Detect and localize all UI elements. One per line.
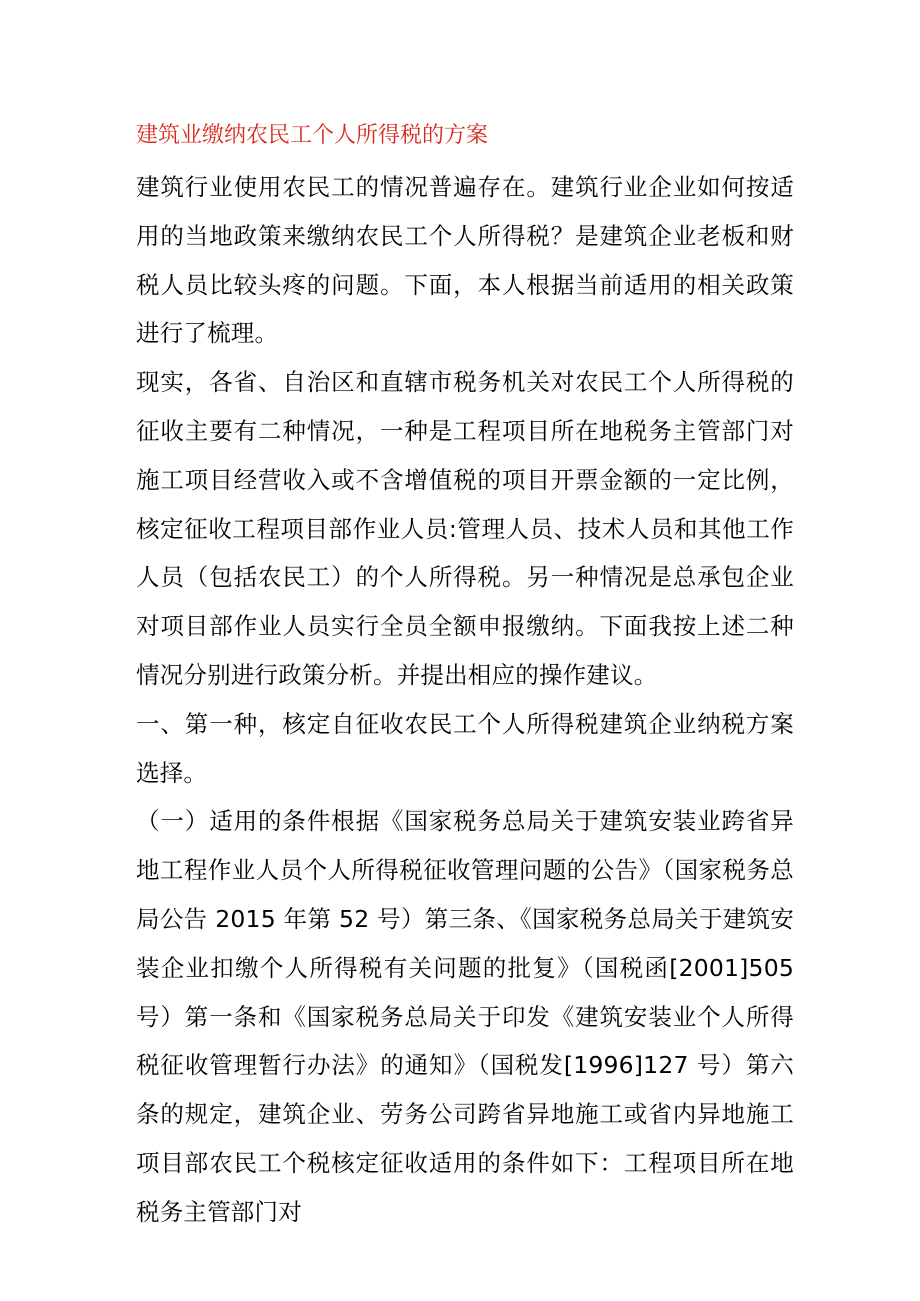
paragraph-situation: 现实，各省、自治区和直辖市税务机关对农民工个人所得税的征收主要有二种情况，一种是工程项目所在地税务主管部门对施工项目经营收入或不含增值税的项目开票金额的一定比例，核定征收工程项目部作业人员:管理人员、技术人员和其他工作人员（包括农民工）的个人所得税。另一种情况是总承包企业对项目部作业人员实行全员全额申报缴纳。下面我按上述二种情况分别进行政策分析。并提出相应的操作建议。 <box>136 368 794 689</box>
paragraph-intro: 建筑行业使用农民工的情况普遍存在。建筑行业企业如何按适用的当地政策来缴纳农民工个人所得税？是建筑企业老板和财税人员比较头疼的问题。下面，本人根据当前适用的相关政策进行了梳理。 <box>136 173 794 348</box>
paragraph-section-heading: 一、第一种，核定自征收农民工个人所得税建筑企业纳税方案选择。 <box>136 709 794 787</box>
paragraph-conditions: （一）适用的条件根据《国家税务总局关于建筑安装业跨省异地工程作业人员个人所得税征收管理问题的公告》（国家税务总局公告 2015 年第 52 号）第三条、《国家税务总局关于建筑安装企业扣缴个人所得税有关问题的批复》（国税函[2001]505 号）第一条和《国家税务总局关于印发《建筑安装业个人所得税征收管理暂行办法》的通知》（国税发[1996]127 号）第六条的规定，建筑企业、劳务公司跨省异地施工或省内异地施工项目部农民工个税核定征收适用的条件如下：工程项目所在地税务主管部门对 <box>136 807 794 1226</box>
document-body <box>136 163 794 1237</box>
document-title: 建筑业缴纳农民工个人所得税的方案 <box>136 123 489 148</box>
